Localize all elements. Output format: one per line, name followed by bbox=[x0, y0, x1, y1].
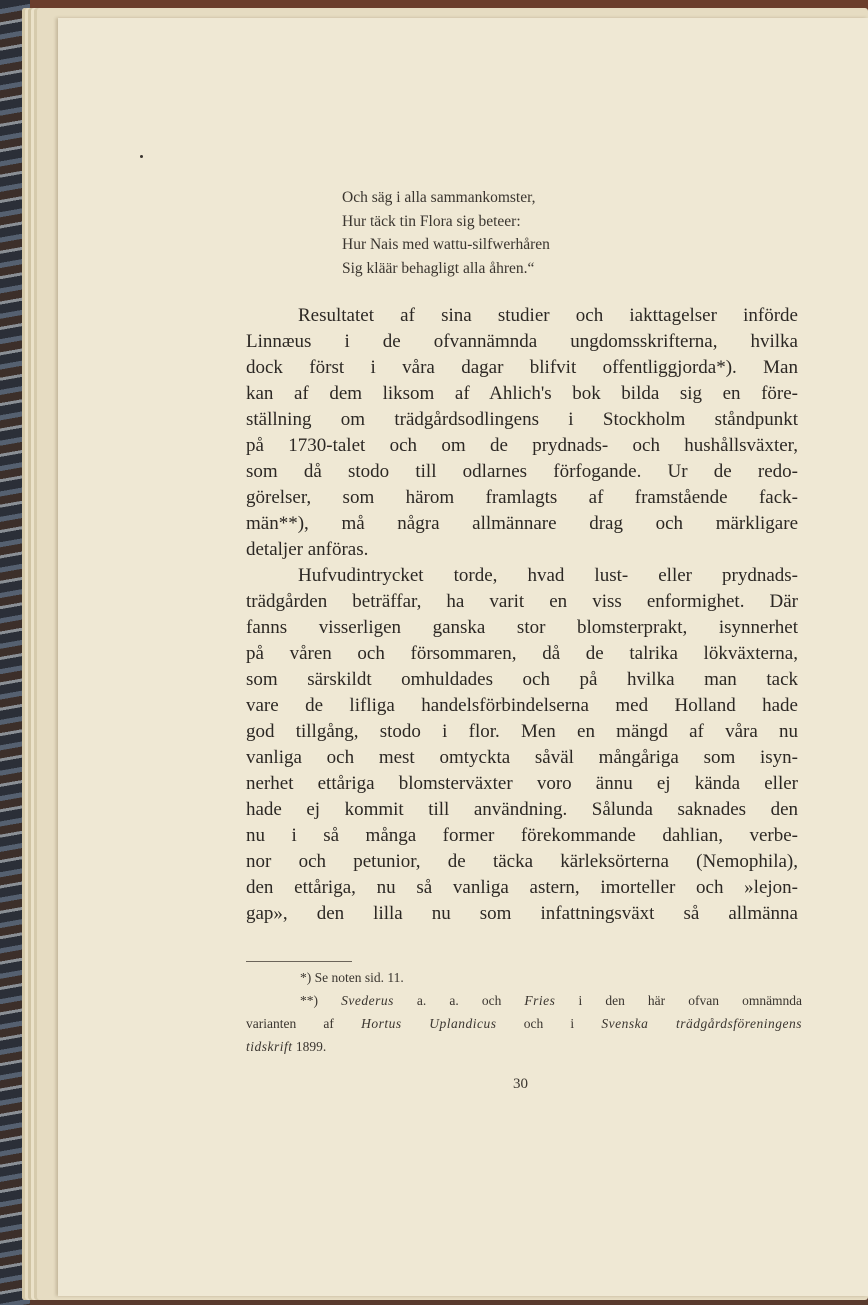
body-line: Linnæus i de ofvannämnda ungdomsskrifterna, hvilka bbox=[246, 331, 798, 352]
footnote-title: tidskrift bbox=[246, 1039, 293, 1054]
body-line: kan af dem liksom af Ahlich's bok bilda sig en före- bbox=[246, 383, 798, 404]
body-line: Resultatet af sina studier och iakttagelser införde bbox=[298, 305, 798, 326]
body-line: gap», den lilla nu som infattningsväxt så allmänna bbox=[246, 903, 798, 924]
poem-quote bbox=[342, 186, 742, 280]
body-line: detaljer anföras. bbox=[246, 539, 369, 560]
footnote-2-line-1 bbox=[246, 989, 802, 1012]
body-line: på våren och försommaren, då de talrika lökväxterna, bbox=[246, 643, 798, 664]
body-line: hade ej kommit till användning. Sålunda saknades den bbox=[246, 799, 798, 820]
body-line: som då stodo till odlarnes förfogande. Ur de redo- bbox=[246, 461, 798, 482]
footnote-text: a. a. och bbox=[416, 993, 502, 1008]
footnote-title: Hortus Uplandicus bbox=[361, 1016, 497, 1031]
poem-line: Hur täck tin Flora sig beteer: bbox=[342, 212, 521, 230]
poem-line: Och säg i alla sammankomster, bbox=[342, 189, 536, 206]
body-line: nu i så många former förekommande dahlian, verbe- bbox=[246, 825, 798, 846]
poem-line: Hur Nais med wattu-silfwerhåren bbox=[342, 236, 550, 253]
body-line: god tillgång, stodo i flor. Men en mängd af våra nu bbox=[246, 721, 798, 742]
ink-speck bbox=[140, 155, 143, 158]
footnote-title: Svenska trädgårdsföreningens bbox=[601, 1016, 803, 1031]
body-line: på 1730-talet och om de prydnads- och hushållsväxter, bbox=[246, 435, 798, 456]
footnote-text: 1899. bbox=[295, 1039, 327, 1054]
footnote-divider bbox=[246, 961, 352, 962]
body-line: nor och petunior, de täcka kärleksörterna (Nemophila), bbox=[246, 851, 798, 872]
poem-line: Sig kläär behagligt alla åhren.“ bbox=[342, 259, 535, 277]
footnote-text: och i bbox=[523, 1016, 575, 1031]
footnote-text: varianten af bbox=[246, 1016, 334, 1031]
page-number: 30 bbox=[513, 1076, 528, 1092]
body-line: vare de lifliga handelsförbindelserna med Holland hade bbox=[246, 695, 798, 716]
body-line: fanns visserligen ganska stor blomsterprakt, isynnerhet bbox=[246, 617, 798, 638]
body-line: dock först i våra dagar blifvit offentliggjorda*). Man bbox=[246, 357, 798, 378]
page-content bbox=[58, 18, 868, 1296]
footnote-author: Svederus bbox=[341, 993, 394, 1008]
body-line: vanliga och mest omtyckta såväl mångåriga som isyn- bbox=[246, 747, 798, 768]
body-line: trädgården beträffar, ha varit en viss enformighet. Där bbox=[246, 591, 798, 612]
footnote-2-line-3 bbox=[246, 1035, 802, 1058]
footnote-2-line-2 bbox=[246, 1012, 802, 1035]
footnotes bbox=[246, 966, 802, 1058]
body-text bbox=[246, 303, 798, 927]
body-line: Hufvudintrycket torde, hvad lust- eller prydnads- bbox=[298, 565, 798, 586]
footnote-1: *) Se noten sid. 11. bbox=[300, 970, 404, 985]
footnote-text: i den här ofvan omnämnda bbox=[578, 993, 803, 1008]
footnote-marker: **) bbox=[300, 993, 318, 1008]
body-line: görelser, som härom framlagts af framstående fack- bbox=[246, 487, 798, 508]
footnote-author: Fries bbox=[524, 993, 556, 1008]
body-line: män**), må några allmännare drag och märkligare bbox=[246, 513, 798, 534]
body-line: som särskildt omhuldades och på hvilka man tack bbox=[246, 669, 798, 690]
body-line: nerhet ettåriga blomsterväxter voro ännu ej kända eller bbox=[246, 773, 798, 794]
book-page bbox=[58, 18, 868, 1296]
body-line: ställning om trädgårdsodlingens i Stockholm ståndpunkt bbox=[246, 409, 798, 430]
body-line: den ettåriga, nu så vanliga astern, imorteller och »lejon- bbox=[246, 877, 798, 898]
